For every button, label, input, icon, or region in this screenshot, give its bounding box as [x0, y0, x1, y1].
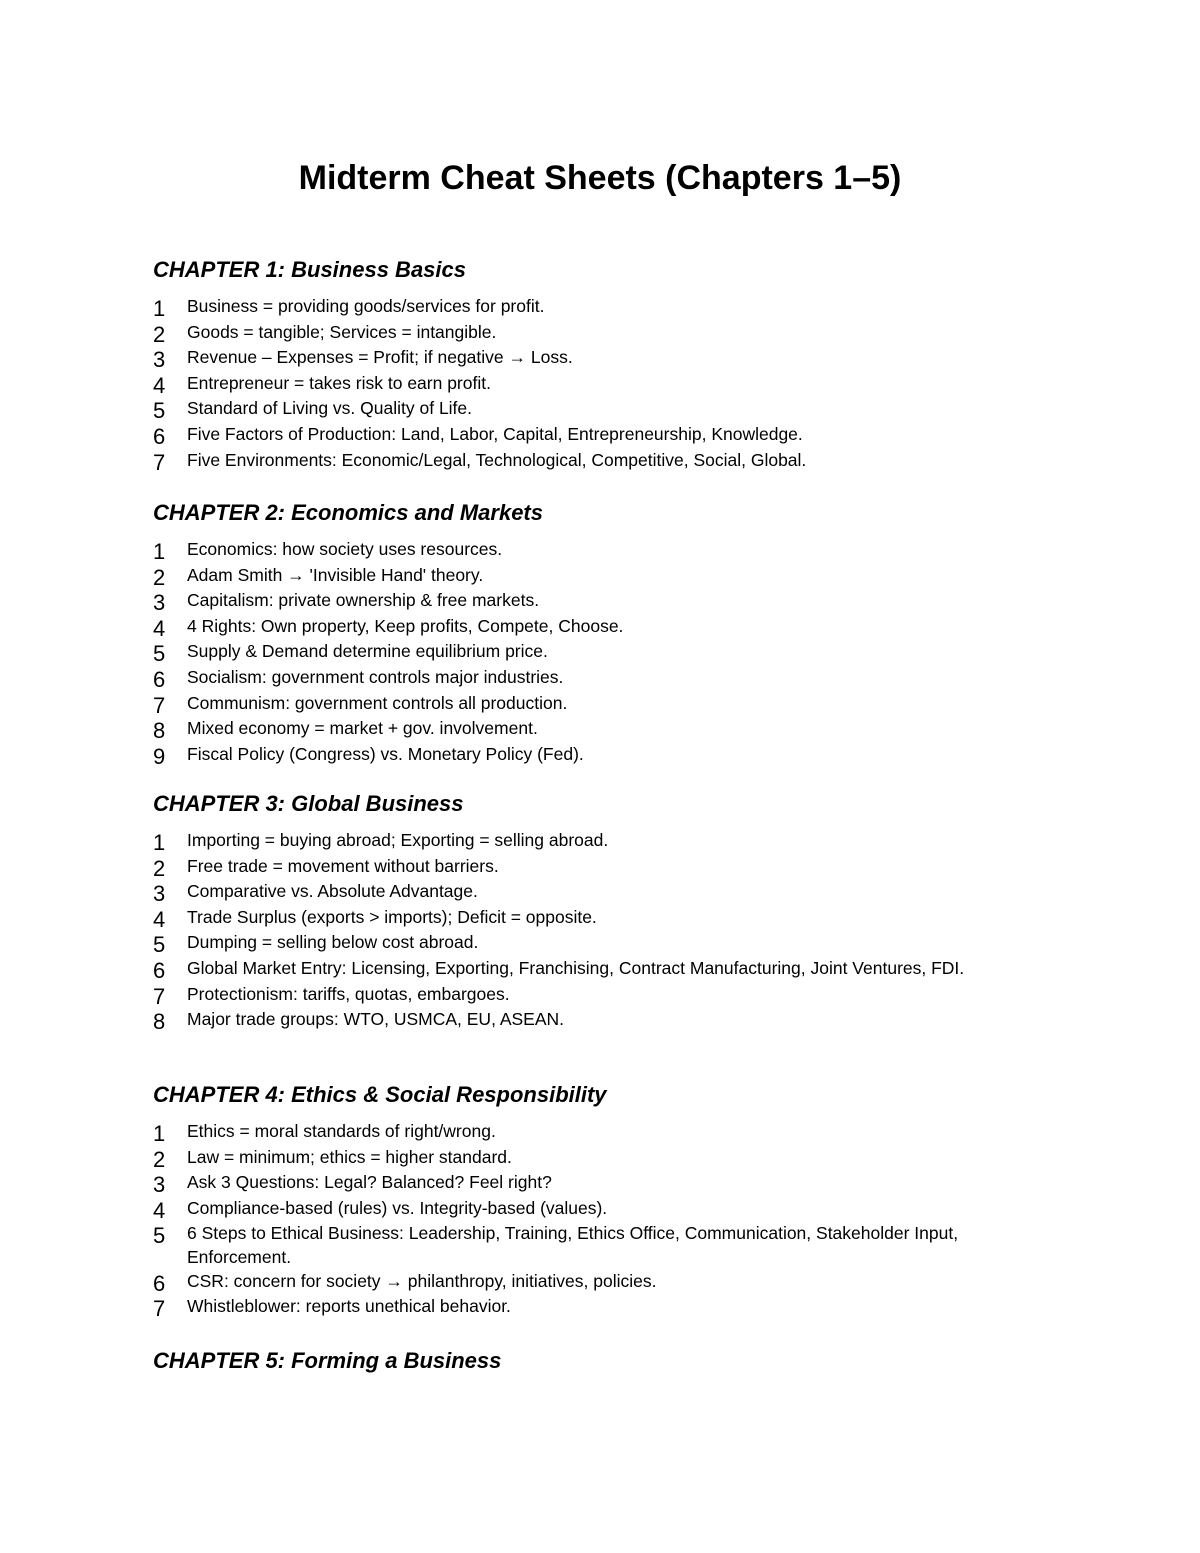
- list-item-number: 2: [153, 855, 166, 881]
- chapter-3-section: [153, 789, 1053, 1034]
- list-item: [153, 717, 1053, 743]
- list-item: [153, 1222, 1053, 1269]
- list-item-number: 1: [153, 830, 166, 855]
- list-item-number: 3: [153, 590, 166, 616]
- list-item: [153, 906, 1053, 932]
- list-item-number: 2: [153, 1146, 166, 1172]
- list-item: [153, 1197, 1053, 1223]
- list-item-number: 8: [153, 718, 166, 744]
- list-item-text: Fiscal Policy (Congress) vs. Monetary Policy (Fed).: [187, 743, 584, 764]
- list-item: [153, 983, 1053, 1009]
- chapter-heading: CHAPTER 5: Forming a Business: [153, 1348, 502, 1373]
- list-item: [153, 538, 1053, 564]
- chapter-item-list: [153, 295, 1053, 474]
- list-item-text: Supply & Demand determine equilibrium price.: [187, 641, 548, 662]
- list-item-text: Major trade groups: WTO, USMCA, EU, ASEAN.: [187, 1009, 565, 1030]
- list-item: [153, 397, 1053, 423]
- chapter-heading: CHAPTER 1: Business Basics: [153, 257, 466, 282]
- list-item-text: Global Market Entry: Licensing, Exporting, Franchising, Contract Manufacturing, Joint Ventures, FDI.: [187, 957, 965, 978]
- list-item: [153, 829, 1053, 855]
- chapter-item-list: [153, 1120, 1053, 1321]
- chapter-item-list: [153, 538, 1053, 768]
- list-item-text: Free trade = movement without barriers.: [187, 855, 499, 876]
- list-item-number: 9: [153, 743, 166, 769]
- chapter-heading: CHAPTER 3: Global Business: [153, 791, 464, 816]
- list-item: [153, 957, 1053, 983]
- list-item-text: Entrepreneur = takes risk to earn profit.: [187, 372, 491, 393]
- list-item-number: 7: [153, 449, 166, 475]
- list-item: [153, 321, 1053, 347]
- list-item: [153, 615, 1053, 641]
- list-item-number: 1: [153, 539, 166, 564]
- list-item-text: 4 Rights: Own property, Keep profits, Compete, Choose.: [187, 615, 624, 636]
- list-item-text: Economics: how society uses resources.: [187, 539, 503, 559]
- list-item-number: 2: [153, 564, 166, 590]
- list-item-number: 5: [153, 1223, 166, 1249]
- chapter-5-section: [153, 1346, 1053, 1386]
- list-item-number: 7: [153, 692, 166, 718]
- list-item: [153, 855, 1053, 881]
- list-item: [153, 449, 1053, 475]
- list-item: [153, 692, 1053, 718]
- list-item-number: 4: [153, 615, 166, 641]
- list-item-number: 5: [153, 641, 166, 667]
- list-item-text: Importing = buying abroad; Exporting = selling abroad.: [187, 830, 609, 850]
- list-item-text: Goods = tangible; Services = intangible.: [187, 321, 497, 342]
- list-item-text: Business = providing goods/services for profit.: [187, 296, 545, 316]
- list-item: [153, 423, 1053, 449]
- list-item-text: 6 Steps to Ethical Business: Leadership, Training, Ethics Office, Communication, Stakeholder Input, Enforcement.: [187, 1223, 959, 1267]
- chapter-heading: CHAPTER 4: Ethics & Social Responsibility: [153, 1082, 607, 1107]
- list-item-number: 2: [153, 321, 166, 347]
- list-item-text: Whistleblower: reports unethical behavior.: [187, 1296, 511, 1317]
- list-item-text: Revenue – Expenses = Profit; if negative → Loss.: [187, 347, 573, 368]
- list-item: [153, 1146, 1053, 1172]
- list-item-text: Law = minimum; ethics = higher standard.: [187, 1146, 512, 1167]
- list-item: [153, 931, 1053, 957]
- list-item-number: 6: [153, 423, 166, 449]
- list-item-text: Capitalism: private ownership & free markets.: [187, 590, 540, 611]
- list-item: [153, 346, 1053, 372]
- list-item-text: Standard of Living vs. Quality of Life.: [187, 398, 473, 419]
- list-item-number: 6: [153, 1270, 166, 1296]
- list-item-number: 7: [153, 1296, 166, 1322]
- list-item-number: 8: [153, 1009, 166, 1035]
- list-item-number: 3: [153, 1172, 166, 1198]
- list-item-text: Mixed economy = market + gov. involvement.: [187, 718, 538, 739]
- list-item-text: Five Environments: Economic/Legal, Technological, Competitive, Social, Global.: [187, 449, 807, 470]
- list-item-number: 5: [153, 932, 166, 958]
- list-item: [153, 880, 1053, 906]
- list-item: [153, 372, 1053, 398]
- list-item-text: Adam Smith → 'Invisible Hand' theory.: [187, 564, 484, 585]
- list-item-number: 4: [153, 906, 166, 932]
- list-item-text: Ethics = moral standards of right/wrong.: [187, 1121, 496, 1141]
- chapter-1-section: [153, 255, 1053, 474]
- list-item-number: 3: [153, 347, 166, 373]
- chapter-heading: CHAPTER 2: Economics and Markets: [153, 500, 543, 525]
- list-item-text: Socialism: government controls major industries.: [187, 666, 564, 687]
- list-item: [153, 640, 1053, 666]
- chapter-4-section: [153, 1080, 1053, 1321]
- list-item: [153, 1295, 1053, 1321]
- list-item-number: 6: [153, 666, 166, 692]
- list-item-number: 7: [153, 983, 166, 1009]
- list-item-text: Communism: government controls all production.: [187, 692, 568, 713]
- list-item-number: 5: [153, 398, 166, 424]
- list-item-text: Ask 3 Questions: Legal? Balanced? Feel right?: [187, 1172, 552, 1193]
- list-item-number: 1: [153, 296, 166, 321]
- list-item: [153, 1008, 1053, 1034]
- list-item-number: 1: [153, 1121, 166, 1146]
- chapter-item-list: [153, 829, 1053, 1034]
- list-item: [153, 666, 1053, 692]
- list-item-text: Compliance-based (rules) vs. Integrity-based (values).: [187, 1197, 608, 1218]
- list-item-number: 4: [153, 1197, 166, 1223]
- list-item: [153, 564, 1053, 590]
- list-item-text: Dumping = selling below cost abroad.: [187, 932, 479, 953]
- list-item-number: 3: [153, 881, 166, 907]
- list-item: [153, 1120, 1053, 1146]
- list-item-text: Five Factors of Production: Land, Labor, Capital, Entrepreneurship, Knowledge.: [187, 423, 803, 444]
- list-item-text: Trade Surplus (exports > imports); Deficit = opposite.: [187, 906, 597, 927]
- list-item: [153, 1171, 1053, 1197]
- chapter-2-section: [153, 498, 1053, 768]
- list-item-text: Comparative vs. Absolute Advantage.: [187, 881, 478, 902]
- list-item-number: 6: [153, 957, 166, 983]
- list-item: [153, 1270, 1053, 1296]
- list-item-number: 4: [153, 372, 166, 398]
- list-item: [153, 743, 1053, 769]
- list-item: [153, 295, 1053, 321]
- list-item: [153, 589, 1053, 615]
- list-item-text: Protectionism: tariffs, quotas, embargoes.: [187, 983, 510, 1004]
- document-title: Midterm Cheat Sheets (Chapters 1–5): [298, 159, 902, 197]
- list-item-text: CSR: concern for society → philanthropy, initiatives, policies.: [187, 1270, 657, 1291]
